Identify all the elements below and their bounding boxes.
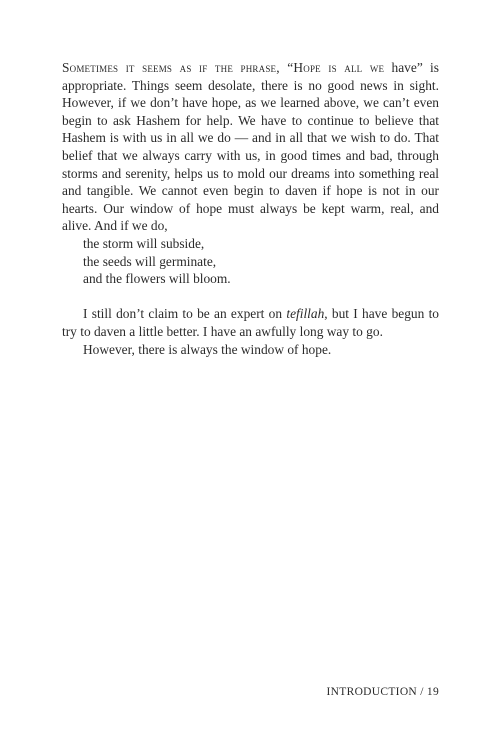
footer-separator: / bbox=[417, 686, 427, 698]
paragraph-1-rest: have” is appropriate. Things seem desolate, there is no good news in sight. However, if we don’t have hope, as we learned above, we can’t even begin to ask Hashem for help. We have to continue to believe that Hashem is with us in all we do — and in all that we wish to do. That belief that we always carry with us, in good times and bad, through storms and serenity, helps us to mold our dreams into something real and tangible. We cannot even begin to daven if hope is not in our hearts. Our window of hope must always be kept warm, real, and alive. And if we do, bbox=[62, 60, 439, 234]
running-footer bbox=[327, 686, 439, 698]
paragraph-1-lead: Sometimes it seems as if the phrase, “Hope is all we bbox=[62, 60, 385, 75]
footer-section: INTRODUCTION bbox=[326, 686, 418, 698]
paragraph-3: However, there is always the window of hope. bbox=[83, 341, 332, 357]
verse-line-1: the storm will subside, bbox=[83, 235, 205, 251]
paragraph-2-emphasis: tefillah bbox=[286, 306, 325, 322]
paragraph-1 bbox=[62, 59, 439, 235]
paragraph-gap bbox=[62, 288, 439, 306]
page-number: 19 bbox=[426, 686, 439, 698]
paragraph-2-before: I still don’t claim to be an expert on bbox=[83, 306, 287, 322]
paragraph-2 bbox=[62, 305, 439, 340]
verse-line-3: and the flowers will bloom. bbox=[83, 271, 231, 287]
paragraph-2-after: , but I have begun to try to daven a little better. I have an awfully long way to go. bbox=[62, 306, 439, 339]
body-text bbox=[62, 59, 439, 358]
verse-line-2: the seeds will germinate, bbox=[83, 253, 217, 269]
